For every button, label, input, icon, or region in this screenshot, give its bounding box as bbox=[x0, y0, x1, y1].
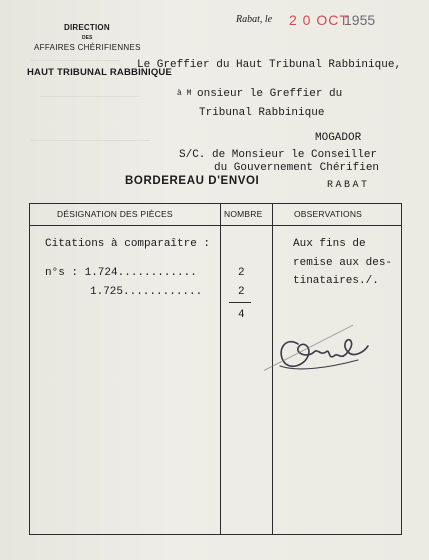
observations-line: remise aux des- bbox=[293, 257, 393, 269]
document-title: BORDEREAU D'ENVOI bbox=[125, 175, 260, 187]
designation-line: Citations à comparaître : bbox=[45, 238, 211, 250]
recipient-prefix: à M bbox=[177, 89, 192, 98]
column-divider bbox=[220, 204, 221, 534]
document-title-city: RABAT bbox=[327, 180, 370, 191]
observations-line: tinataires./. bbox=[293, 275, 379, 287]
letterhead-tribunal: HAUT TRIBUNAL RABBINIQUE bbox=[27, 67, 173, 78]
header-rule bbox=[30, 225, 401, 226]
recipient-city: MOGADOR bbox=[315, 132, 362, 144]
nombre-value: 2 bbox=[238, 267, 245, 279]
bleed-through-mark bbox=[40, 96, 140, 97]
recipient-line2: Tribunal Rabbinique bbox=[199, 107, 325, 119]
bleed-through-mark bbox=[30, 140, 150, 141]
date-prefix: Rabat, le bbox=[236, 14, 273, 25]
nombre-total: 4 bbox=[238, 309, 245, 321]
observations-line: Aux fins de bbox=[293, 238, 366, 250]
designation-line: n°s : 1.724............ bbox=[45, 267, 197, 279]
bleed-through-mark bbox=[30, 60, 120, 61]
sender-line: Le Greffier du Haut Tribunal Rabbinique, bbox=[137, 59, 402, 71]
letterhead-affaires: AFFAIRES CHÉRIFIENNES bbox=[34, 43, 141, 52]
letterhead-des: DES bbox=[82, 35, 93, 41]
recipient-line1: onsieur le Greffier du bbox=[197, 88, 343, 100]
date-year: 1955 bbox=[344, 12, 376, 28]
via-line1: S/C. de Monsieur le Conseiller bbox=[179, 149, 378, 161]
date-stamp: 2 0 OCT bbox=[289, 12, 349, 28]
handwritten-signature bbox=[268, 322, 378, 392]
designation-line: 1.725............ bbox=[90, 286, 203, 298]
header-nombre: NOMBRE bbox=[224, 209, 263, 219]
nombre-value: 2 bbox=[238, 286, 245, 298]
via-line2: du Gouvernement Chérifien bbox=[214, 162, 380, 174]
total-rule bbox=[229, 302, 251, 303]
header-observations: OBSERVATIONS bbox=[294, 209, 363, 219]
header-designation: DÉSIGNATION DES PIÈCES bbox=[57, 209, 173, 219]
letterhead-direction: DIRECTION bbox=[64, 23, 110, 32]
